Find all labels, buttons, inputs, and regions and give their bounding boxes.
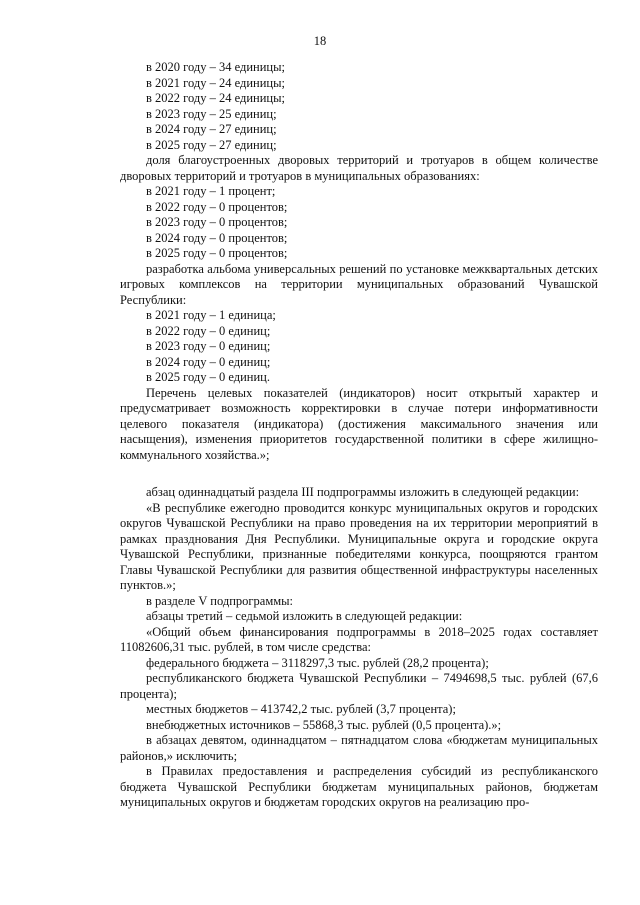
section-gap <box>120 463 598 485</box>
list-line: в разделе V подпрограммы: <box>146 593 294 608</box>
list-line: в 2024 году – 27 единиц; <box>146 122 277 136</box>
list-line: в 2025 году – 0 единиц. <box>146 370 270 384</box>
paragraph: доля благоустроенных дворовых территорий и тротуаров в общем количестве дворовых территорий и тротуаров в муниципальных образованиях: <box>120 153 598 183</box>
paragraph: Перечень целевых показателей (индикаторов) носит открытый характер и предусматривает возможность корректировки в случае потери информативности целевого показателя (индикатора) (достижения максимального значения или насыщения), изменения приоритетов государственной политики в сфере жилищно-коммунального хозяйства.»; <box>120 385 598 462</box>
paragraph: разработка альбома универсальных решений по установке межквартальных детских игровых комплексов на территории муниципальных образований Чувашской Республики: <box>120 261 598 307</box>
list-line: внебюджетных источников – 55868,3 тыс. рублей (0,5 процента).»; <box>146 717 502 732</box>
list-line: в 2023 году – 0 единиц; <box>146 339 271 353</box>
paragraph: в абзацах девятом, одиннадцатом – пятнадцатом слова «бюджетам муниципальных районов,» исключить; <box>120 733 598 763</box>
paragraph: абзац одиннадцатый раздела III подпрограммы изложить в следующей редакции: <box>146 485 580 499</box>
list-line: в 2024 году – 0 процентов; <box>146 230 288 245</box>
list-line: в 2025 году – 0 процентов; <box>146 246 288 260</box>
paragraph: республиканского бюджета Чувашской Республики – 7494698,5 тыс. рублей (67,6 процента); <box>120 671 598 701</box>
list-line: в 2023 году – 0 процентов; <box>146 215 288 229</box>
list-line: в 2021 году – 1 процент; <box>146 184 276 198</box>
list-line: в 2022 году – 0 единиц; <box>146 323 271 338</box>
list-line: абзацы третий – седьмой изложить в следующей редакции: <box>146 609 463 623</box>
list-line: федерального бюджета – 3118297,3 тыс. рублей (28,2 процента); <box>146 655 489 670</box>
list-line: в 2021 году – 24 единицы; <box>146 75 285 90</box>
list-line: в 2022 году – 24 единицы; <box>146 91 285 105</box>
list-line: в 2025 году – 27 единиц; <box>146 137 277 152</box>
list-line: в 2022 году – 0 процентов; <box>146 199 288 214</box>
paragraph: «В республике ежегодно проводится конкурс муниципальных округов и городских округов Чувашской Республики на право проведения на их территории мероприятий в рамках празднования Дня Республики. Муниципальные округа и городские округа Чувашской Республики, признанные победителями конкурса, поощряются грантом Главы Чувашской Республики для развития общественной инфраструктуры населенных пунктов.»; <box>120 500 598 592</box>
paragraph: «Общий объем финансирования подпрограммы в 2018–2025 годах составляет 11082606,31 тыс. рублей, в том числе средства: <box>120 624 598 654</box>
document-body <box>120 60 598 811</box>
list-line: в 2023 году – 25 единиц; <box>146 106 277 121</box>
list-line: местных бюджетов – 413742,2 тыс. рублей (3,7 процента); <box>146 702 456 716</box>
list-line: в 2021 году – 1 единица; <box>146 308 276 322</box>
page-number: 18 <box>313 34 327 48</box>
list-line: в 2024 году – 0 единиц; <box>146 354 271 369</box>
paragraph: в Правилах предоставления и распределения субсидий из республиканского бюджета Чувашской Республики бюджетам муниципальных районов, бюджетам муниципальных округов и бюджетам городских округов на реализацию про- <box>120 764 598 809</box>
list-line: в 2020 году – 34 единицы; <box>146 60 285 74</box>
